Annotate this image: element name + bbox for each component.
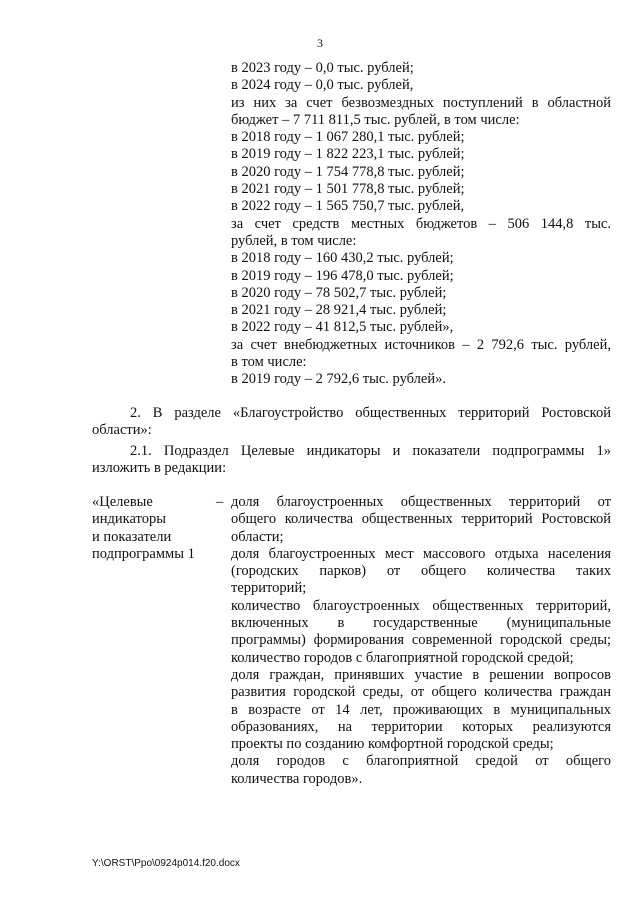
budget-line: за счет средств местных бюджетов – 506 144,8 тыс. bbox=[231, 215, 611, 232]
indicator-line: развития городской среды, от общего количества граждан bbox=[231, 684, 611, 701]
indicators-label-line: индикаторы bbox=[92, 511, 166, 528]
indicator-line: доля граждан, принявших участие в решении вопросов bbox=[231, 666, 611, 683]
section-2-paragraph bbox=[92, 405, 611, 440]
file-path-footer: Y:\ORST\Ppo\0924p014.f20.docx bbox=[92, 858, 240, 869]
indicators-list bbox=[231, 494, 611, 788]
indicators-dash: – bbox=[216, 494, 224, 510]
indicator-line: в возрасте от 14 лет, проживающих в муниципальных bbox=[231, 701, 611, 718]
section-2-1-paragraph bbox=[92, 443, 611, 478]
indicators-label-line: «Целевые bbox=[92, 494, 153, 510]
budget-line: в 2018 году – 1 067 280,1 тыс. рублей; bbox=[231, 129, 465, 146]
budget-block bbox=[231, 60, 611, 389]
budget-line: в 2022 году – 41 812,5 тыс. рублей», bbox=[231, 319, 454, 336]
section-2-line: 2. В разделе «Благоустройство общественных территорий Ростовской bbox=[130, 405, 611, 421]
indicators-label bbox=[92, 494, 227, 563]
budget-line: в том числе: bbox=[231, 354, 307, 371]
budget-line: в 2019 году – 1 822 223,1 тыс. рублей; bbox=[231, 146, 465, 163]
budget-line: в 2021 году – 28 921,4 тыс. рублей; bbox=[231, 302, 447, 319]
budget-line: в 2019 году – 2 792,6 тыс. рублей». bbox=[231, 371, 446, 388]
budget-line: бюджет – 7 711 811,5 тыс. рублей, в том числе: bbox=[231, 111, 520, 128]
indicator-line: включенных в государственные (муниципальные bbox=[231, 615, 611, 632]
budget-line: в 2019 году – 196 478,0 тыс. рублей; bbox=[231, 267, 454, 284]
budget-line: в 2023 году – 0,0 тыс. рублей; bbox=[231, 60, 414, 76]
indicator-line: количество благоустроенных общественных территорий, bbox=[231, 597, 611, 614]
indicator-line: доля городов с благоприятной средой от общего bbox=[231, 753, 611, 770]
indicator-line: доля благоустроенных общественных территорий от bbox=[231, 494, 611, 510]
budget-line: за счет внебюджетных источников – 2 792,6 тыс. рублей, bbox=[231, 336, 611, 353]
budget-line: в 2020 году – 1 754 778,8 тыс. рублей; bbox=[231, 163, 465, 180]
budget-line: рублей, в том числе: bbox=[231, 232, 357, 249]
indicator-line: количество городов с благоприятной городской средой; bbox=[231, 649, 574, 666]
indicator-line: области; bbox=[231, 528, 284, 545]
indicators-label-line: подпрограммы 1 bbox=[92, 545, 195, 562]
budget-line: из них за счет безвозмездных поступлений в областной bbox=[231, 94, 611, 111]
indicator-line: образованиях, на территории которых реализуются bbox=[231, 718, 611, 735]
indicator-line: территорий; bbox=[231, 580, 307, 597]
indicators-label-line: и показатели bbox=[92, 528, 172, 545]
budget-line: в 2018 году – 160 430,2 тыс. рублей; bbox=[231, 250, 454, 267]
section-2-1-line: изложить в редакции: bbox=[92, 460, 227, 477]
indicator-line: (городских парков) от общего количества таких bbox=[231, 563, 611, 580]
indicator-line: доля благоустроенных мест массового отдыха населения bbox=[231, 545, 611, 562]
indicator-line: количества городов». bbox=[231, 770, 363, 787]
section-2-1-line: 2.1. Подраздел Целевые индикаторы и показатели подпрограммы 1» bbox=[130, 443, 611, 459]
budget-line: в 2020 году – 78 502,7 тыс. рублей; bbox=[231, 284, 447, 301]
budget-line: в 2022 году – 1 565 750,7 тыс. рублей, bbox=[231, 198, 465, 215]
indicator-line: программы) формирования современной городской среды; bbox=[231, 632, 611, 649]
indicator-line: проекты по созданию комфортной городской среды; bbox=[231, 736, 554, 753]
indicator-line: общего количества общественных территорий Ростовской bbox=[231, 511, 611, 528]
section-2-line: области»: bbox=[92, 422, 152, 439]
page-number: 3 bbox=[317, 36, 323, 50]
budget-line: в 2024 году – 0,0 тыс. рублей, bbox=[231, 77, 414, 94]
budget-line: в 2021 году – 1 501 778,8 тыс. рублей; bbox=[231, 181, 465, 198]
